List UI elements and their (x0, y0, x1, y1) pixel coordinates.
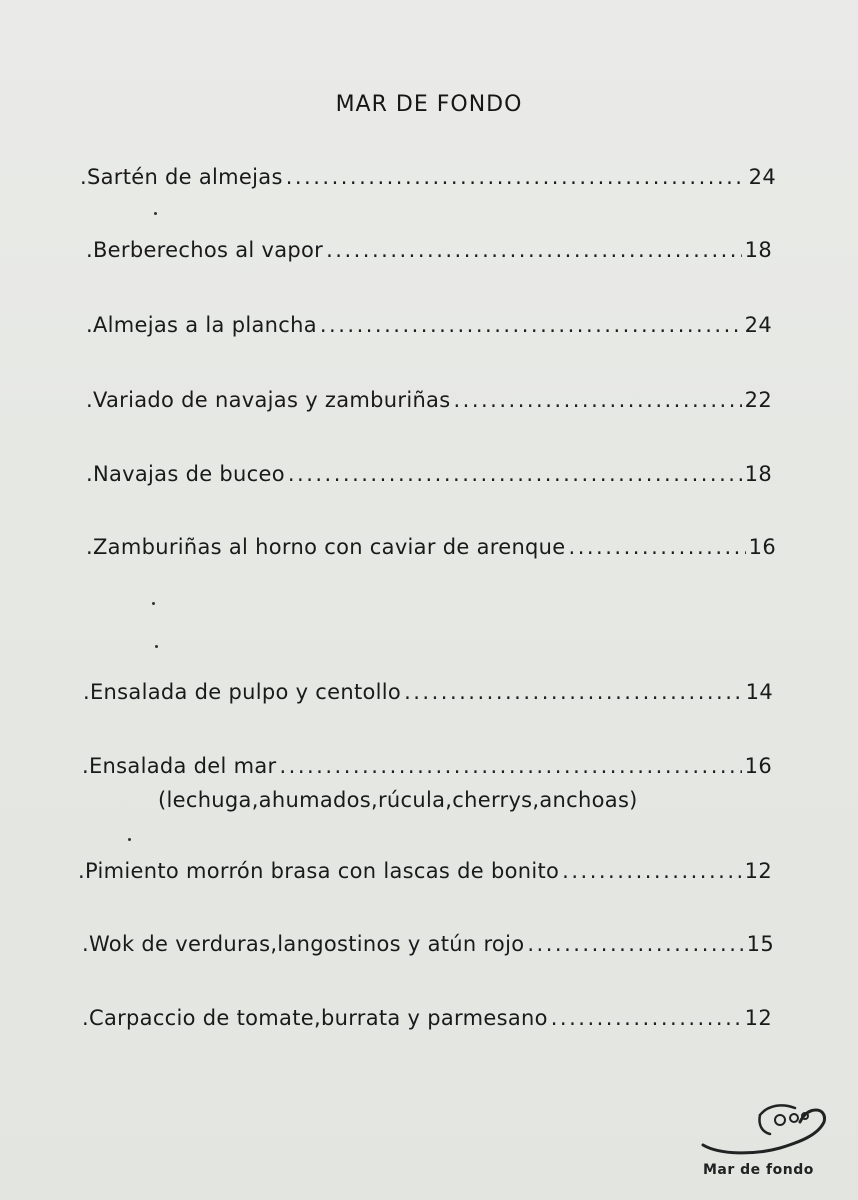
menu-item (83, 680, 773, 704)
menu-item-price: 22 (744, 388, 772, 412)
menu-item-name: .Almejas a la plancha (86, 313, 317, 337)
dot-leader (453, 388, 741, 412)
menu-item-price: 24 (748, 165, 776, 189)
logo-text: Mar de fondo (703, 1162, 814, 1178)
menu-item-price: 12 (744, 1006, 772, 1030)
menu-item-name: .Navajas de buceo (86, 462, 285, 486)
dot-leader (326, 238, 742, 262)
paper-speck (154, 212, 157, 215)
menu-item-price: 16 (748, 535, 776, 559)
dot-leader (527, 932, 743, 956)
dot-leader (551, 1006, 742, 1030)
menu-item-name: .Berberechos al vapor (86, 238, 324, 262)
menu-item-name: .Ensalada del mar (82, 754, 277, 778)
menu-item-note: (lechuga,ahumados,rúcula,cherrys,anchoas) (158, 788, 638, 812)
paper-speck (152, 602, 155, 605)
dot-leader (320, 313, 742, 337)
menu-item-name: .Sartén de almejas (80, 165, 283, 189)
menu-item-name: .Carpaccio de tomate,burrata y parmesano (82, 1006, 548, 1030)
paper-speck (155, 645, 158, 648)
menu-item-name: .Pimiento morrón brasa con lascas de bonito (78, 859, 560, 883)
menu-item (80, 165, 776, 189)
menu-item-price: 12 (744, 859, 772, 883)
menu-item (86, 313, 772, 337)
menu-item (82, 932, 774, 956)
menu-item-price: 15 (746, 932, 774, 956)
dot-leader (569, 535, 746, 559)
menu-item (82, 1006, 772, 1030)
paper-speck (128, 838, 131, 841)
menu-item (86, 388, 772, 412)
menu-item (82, 754, 772, 778)
dot-leader (562, 859, 742, 883)
menu-title: MAR DE FONDO (335, 92, 523, 117)
dot-leader (279, 754, 741, 778)
menu-item-name: .Ensalada de pulpo y centollo (83, 680, 402, 704)
menu-item (86, 462, 772, 486)
menu-item (86, 535, 776, 559)
dot-leader (288, 462, 742, 486)
menu-item-price: 18 (744, 238, 772, 262)
menu-item-price: 16 (744, 754, 772, 778)
menu-item-price: 14 (745, 680, 773, 704)
menu-item-name: .Zamburiñas al horno con caviar de arenque (86, 535, 566, 559)
menu-item-name: .Wok de verduras,langostinos y atún rojo (82, 932, 525, 956)
menu-item (86, 238, 772, 262)
dot-leader (404, 680, 743, 704)
menu-item (78, 859, 772, 883)
dot-leader (286, 165, 746, 189)
menu-item-name: .Variado de navajas y zamburiñas (86, 388, 451, 412)
menu-item-price: 24 (744, 313, 772, 337)
menu-item-price: 18 (744, 462, 772, 486)
